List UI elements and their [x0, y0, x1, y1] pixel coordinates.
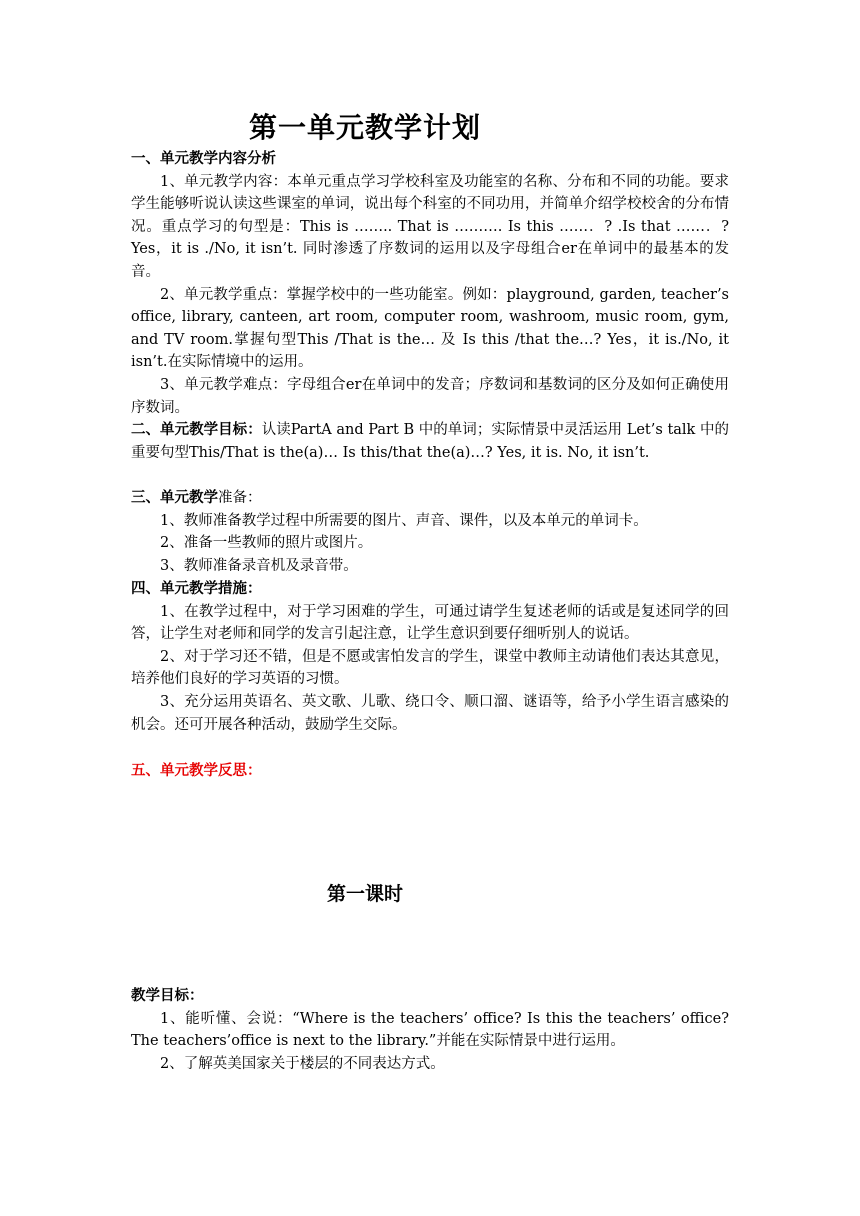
- lesson-goals: [131, 985, 729, 1075]
- list-item: 2、了解英美国家关于楼层的不同表达方式。: [160, 1055, 445, 1072]
- paragraph: 2、单元教学重点：掌握学校中的一些功能室。例如：playground, garden, teacher’s office, library, canteen, art room, computer room, washroom, music room, gym, and TV room.掌握句型This /That is the… 及 Is this /that the…? Yes，it is./No, it isn’t.在实际情境中的运用。: [131, 286, 729, 371]
- section-heading: 教学目标：: [131, 988, 204, 1004]
- section-heading-line: [131, 487, 729, 510]
- section-heading: 三、单元教学: [131, 490, 218, 506]
- section-heading: 五、单元教学反思：: [131, 763, 262, 779]
- section-text: 认读PartA and Part B 中的单词；实际情景中灵活运用 Let’s talk 中的重要句型This/That is the(a)… Is this/that the(a)…? Yes, it is. No, it isn’t.: [131, 422, 730, 461]
- list-item: 3、教师准备录音机及录音带。: [160, 557, 358, 574]
- section-heading-rest: 准备：: [218, 490, 262, 506]
- paragraph: 1、单元教学内容：本单元重点学习学校科室及功能室的名称、分布和不同的功能。要求学生能够听说认读这些课室的单词，说出每个科室的不同功用，并简单介绍学校校舍的分布情况。重点学习的句型是：This is …….. That is ………. Is this ……．? .Is that ……．? Yes，it is ./No, it isn’t. 同时渗透了序数词的运用以及字母组合er在单词中的最基本的发音。: [131, 173, 729, 280]
- section-reflection: [131, 760, 729, 783]
- section-measures: [131, 578, 729, 736]
- section-content-analysis: [131, 148, 729, 419]
- list-item: 1、能听懂、会说：“Where is the teachers’ office? Is this the teachers’ office? The teachers’office is next to the library.”并能在实际情景中进行运用。: [131, 1010, 729, 1050]
- section-preparation: [131, 487, 729, 577]
- lesson-title: 第一课时: [326, 883, 403, 905]
- list-item: 1、教师准备教学过程中所需要的图片、声音、课件，以及本单元的单词卡。: [160, 512, 648, 529]
- list-item: 3、充分运用英语名、英文歌、儿歌、绕口令、顺口溜、谜语等，给予小学生语言感染的机会。还可开展各种活动，鼓励学生交际。: [131, 693, 729, 733]
- section-goals: [131, 419, 729, 464]
- list-item: 1、在教学过程中，对于学习困难的学生，可通过请学生复述老师的话或是复述同学的回答，让学生对老师和同学的发言引起注意，让学生意识到要仔细听别人的说话。: [131, 603, 729, 643]
- paragraph: [131, 419, 729, 464]
- section-heading: 二、单元教学目标：: [131, 422, 262, 438]
- list-item: 2、准备一些教师的照片或图片。: [160, 535, 373, 552]
- page-title: 第一单元教学计划: [248, 111, 481, 144]
- paragraph: 3、单元教学难点：字母组合er在单词中的发音；序数词和基数词的区分及如何正确使用序数词。: [131, 376, 729, 416]
- list-item: 2、对于学习还不错，但是不愿或害怕发言的学生，课堂中教师主动请他们表达其意见，培养他们良好的学习英语的习惯。: [131, 648, 729, 688]
- section-heading: 四、单元教学措施：: [131, 581, 262, 597]
- section-heading: 一、单元教学内容分析: [131, 151, 276, 167]
